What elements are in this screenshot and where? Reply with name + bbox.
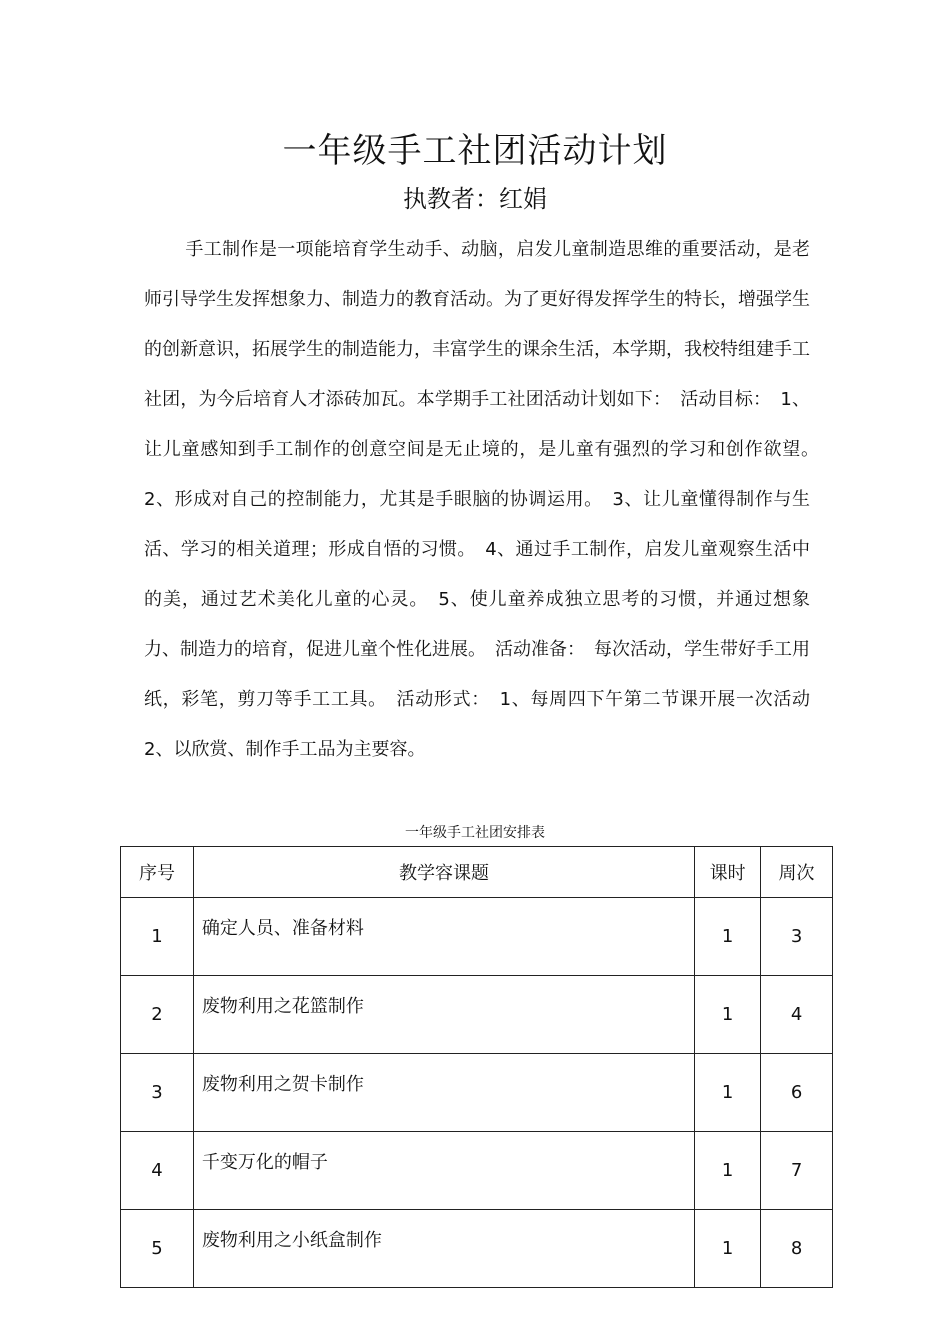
- table-row: [121, 976, 833, 1054]
- cell-no: 2: [121, 976, 194, 1054]
- cell-week: 3: [761, 898, 833, 976]
- table-caption: 一年级手工社团安排表: [405, 825, 545, 841]
- intro-paragraph: 手工制作是一项能培育学生动手、动脑，启发儿童制造思维的重要活动，是老师引导学生发挥想象力、制造力的教育活动。为了更好得发挥学生的特长，增强学生的创新意识，拓展学生的制造能力，丰富学生的课余生活，本学期，我校特组建手工社团，为今后培育人才添砖加瓦。本学期手工社团活动计划如下： 活动目标： 1、让儿童感知到手工制作的创意空间是无止境的，是儿童有强烈的学习和创作欲望。 2、形成对自己的控制能力，尤其是手眼脑的协调运用。 3、让儿童懂得制作与生活、学习的相关道理；形成自悟的习惯。 4、通过手工制作，启发儿童观察生活中的美，通过艺术美化儿童的心灵。 5、使儿童养成独立思考的习惯，并通过想象力、制造力的培育，促进儿童个性化进展。 活动准备： 每次活动，学生带好手工用纸，彩笔，剪刀等手工工具。 活动形式： 1、每周四下午第二节课开展一次活动 2、以欣赏、制作手工品为主要容。: [144, 239, 828, 760]
- cell-no: 1: [121, 898, 194, 976]
- cell-hours: 1: [695, 1210, 761, 1288]
- cell-topic: 确定人员、准备材料: [193, 898, 694, 976]
- cell-no: 5: [121, 1210, 194, 1288]
- cell-no: 3: [121, 1054, 194, 1132]
- table-row: [121, 898, 833, 976]
- cell-week: 4: [761, 976, 833, 1054]
- table-row: [121, 1132, 833, 1210]
- cell-hours: 1: [695, 1054, 761, 1132]
- header-no: 序号: [121, 847, 194, 898]
- cell-week: 6: [761, 1054, 833, 1132]
- header-topic: 教学容课题: [193, 847, 694, 898]
- cell-hours: 1: [695, 898, 761, 976]
- header-hours: 课时: [695, 847, 761, 898]
- document-title: 一年级手工社团活动计划: [282, 131, 668, 171]
- schedule-table: [120, 846, 833, 1288]
- cell-topic: 废物利用之贺卡制作: [193, 1054, 694, 1132]
- cell-hours: 1: [695, 1132, 761, 1210]
- author-line: 执教者：红娟: [403, 185, 547, 213]
- cell-week: 7: [761, 1132, 833, 1210]
- cell-hours: 1: [695, 976, 761, 1054]
- cell-topic: 废物利用之花篮制作: [193, 976, 694, 1054]
- table-row: [121, 1054, 833, 1132]
- table-header-row: [121, 847, 833, 898]
- cell-no: 4: [121, 1132, 194, 1210]
- cell-topic: 千变万化的帽子: [193, 1132, 694, 1210]
- cell-week: 8: [761, 1210, 833, 1288]
- table-row: [121, 1210, 833, 1288]
- header-week: 周次: [761, 847, 833, 898]
- cell-topic: 废物利用之小纸盒制作: [193, 1210, 694, 1288]
